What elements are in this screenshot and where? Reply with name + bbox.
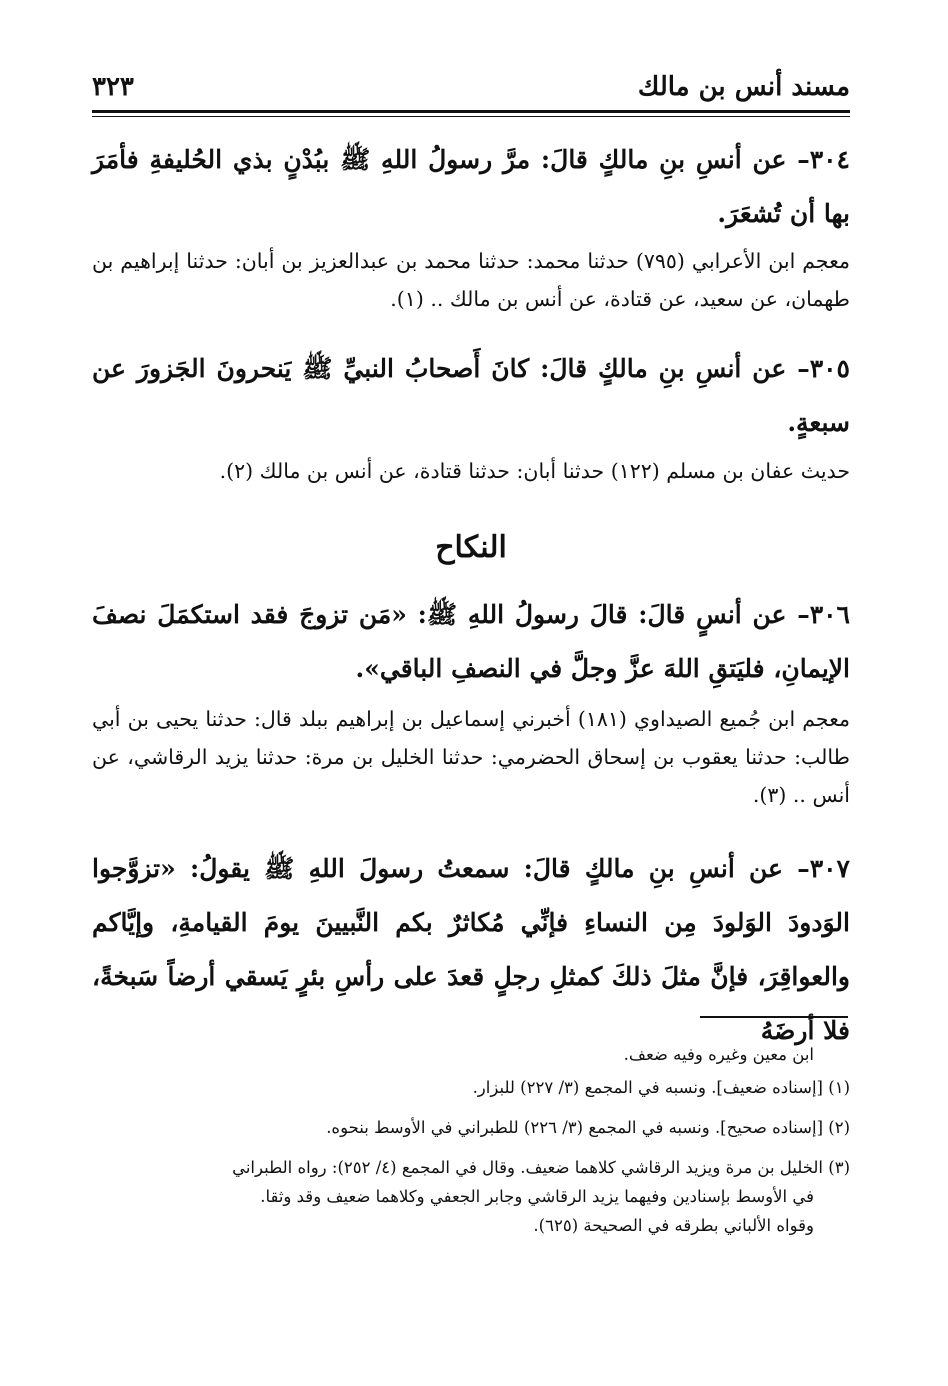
hadith-305-source: حديث عفان بن مسلم (١٢٢) حدثنا أبان: حدثنا قتادة، عن أنس بن مالك (٢). xyxy=(219,459,850,483)
section-heading: النكاح xyxy=(435,530,507,565)
footnote-3 xyxy=(92,1153,850,1240)
running-header xyxy=(92,70,850,104)
hadith-305-text: ٣٠٥– عن أنسِ بنِ مالكٍ قالَ: كانَ أَصحابُ النبيِّ ﷺ يَنحرونَ الجَزورَ عن سبعةٍ. xyxy=(92,354,850,437)
footnote-2: (٢) [إسناده صحيح]. ونسبه في المجمع (٣/ ٢٢٦) للطبراني في الأوسط بنحوه. xyxy=(326,1118,850,1137)
hadith-306-text: ٣٠٦– عن أنسٍ قالَ: قالَ رسولُ اللهِ ﷺ: «مَن تزوجَ فقد استكمَلَ نصفَ الإيمانِ، فليَتقِ اللهَ عزَّ وجلَّ في النصفِ الباقي». xyxy=(92,600,850,683)
footnote-separator xyxy=(700,1016,848,1018)
page-number: ٣٢٣ xyxy=(92,72,134,102)
hadith-307-text: ٣٠٧– عن أنسِ بنِ مالكٍ قالَ: سمعتُ رسولَ اللهِ ﷺ يقولُ: «تزوَّجوا الوَدودَ الوَلودَ مِن النساءِ فإنِّي مُكاثرٌ بكم النَّبيينَ يومَ القيامةِ، وإيَّاكم والعواقِرَ، فإنَّ مثلَ ذلكَ كمثلِ رجلٍ قعدَ على رأسِ بئرٍ يَسقي أرضاً سَبخةً، فلا أرضَهُ xyxy=(92,854,850,1045)
footnote-3-line-1: (٣) الخليل بن مرة ويزيد الرقاشي كلاهما ضعيف. وقال في المجمع (٤/ ٢٥٢): رواه الطبراني xyxy=(232,1158,850,1177)
header-double-rule xyxy=(92,110,850,117)
running-header-title: مسند أنس بن مالك xyxy=(637,72,850,102)
footnote-continuation xyxy=(92,1040,850,1069)
footnote-3-line-2: في الأوسط بإسنادين وفيهما يزيد الرقاشي وجابر الجعفي وكلاهما ضعيف وقد وثقا. xyxy=(260,1187,814,1206)
hadith-306-source: معجم ابن جُميع الصيداوي (١٨١) أخبرني إسماعيل بن إبراهيم ببلد قال: حدثنا يحيى بن أبي طالب: حدثنا يعقوب بن إسحاق الحضرمي: حدثنا الخليل بن مرة: حدثنا يزيد الرقاشي، عن أنس .. (٣). xyxy=(92,707,850,807)
footnote-3-line-3: وقواه الألباني بطرقه في الصحيحة (٦٢٥). xyxy=(533,1216,814,1235)
hadith-304-text: ٣٠٤– عن أنسِ بنِ مالكٍ قالَ: مرَّ رسولُ اللهِ ﷺ ببُدْنٍ بذي الحُليفةِ فأمَرَ بها أن تُشعَرَ. xyxy=(92,145,850,228)
footnote-continuation-text: ابن معين وغيره وفيه ضعف. xyxy=(623,1045,814,1064)
hadith-304-source: معجم ابن الأعرابي (٧٩٥) حدثنا محمد: حدثنا محمد بن عبدالعزيز بن أبان: حدثنا إبراهيم بن طهمان، عن سعيد، عن قتادة، عن أنس بن مالك .. (١). xyxy=(92,249,851,311)
footnote-1: (١) [إسناده ضعيف]. ونسبه في المجمع (٣/ ٢٢٧) للبزار. xyxy=(472,1078,850,1097)
